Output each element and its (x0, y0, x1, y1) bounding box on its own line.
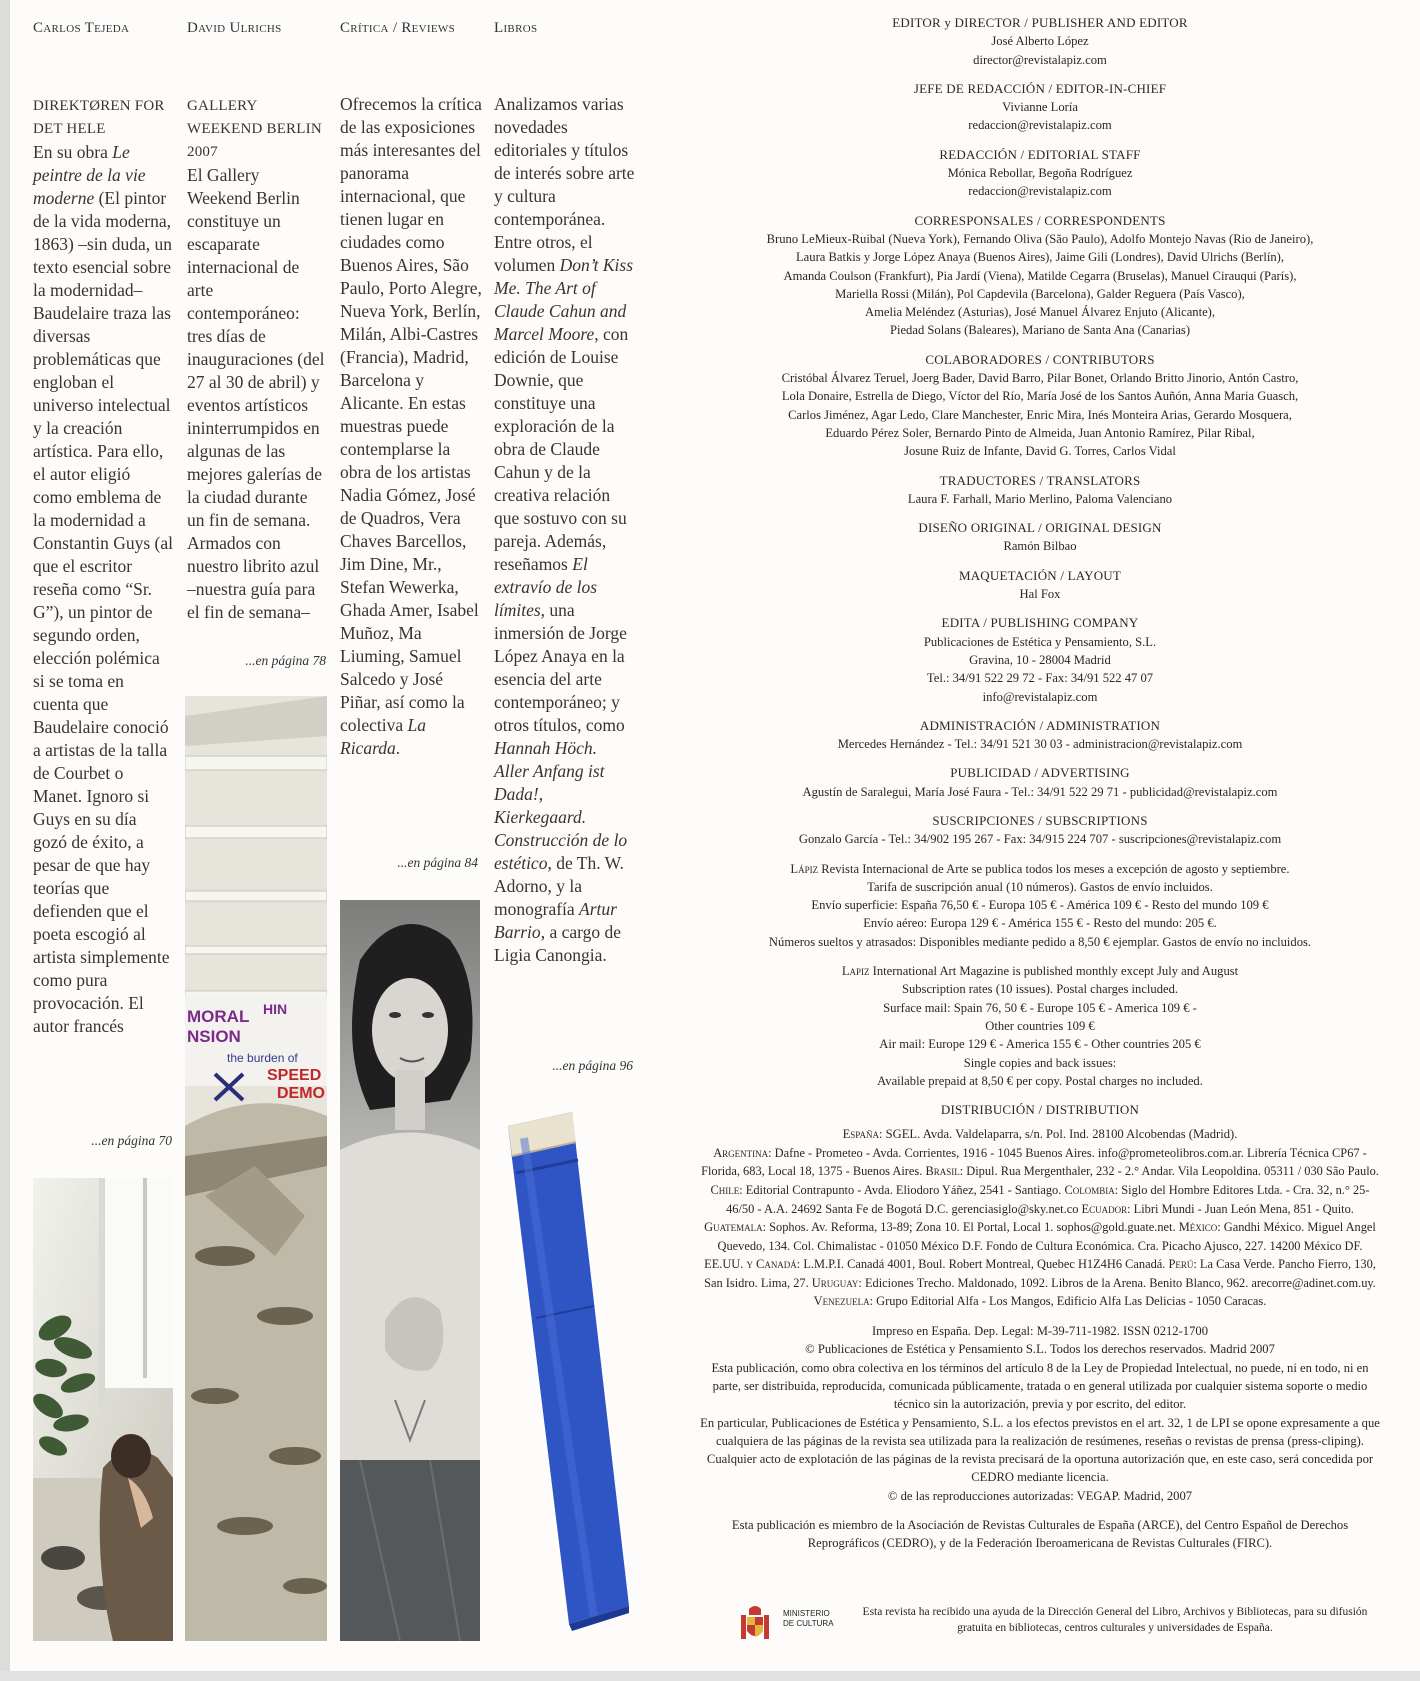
graffiti-word: DEMO (277, 1085, 325, 1102)
distributor-text: Sophos. Av. Reforma, 13-89; Zona 10. El Portal, Local 1. sophos@gold.guate.net. (766, 1220, 1179, 1235)
distributor-text: Dipul. Rua Mergenthaler, 232 - 2.° Andar. Vila Leopoldina. 05311 / 030 São Paulo. (963, 1164, 1379, 1179)
masthead-section (700, 351, 1380, 461)
italic-title: Hannah Höch. Aller Anfang ist Dada! (494, 738, 605, 804)
graffiti-word: the burden of (227, 1051, 298, 1065)
distributor-text: Grupo Editorial Alfa - Los Mangos, Edificio Alfa Las Delicias - 1050 Caracas. (873, 1294, 1267, 1309)
text-run: , una inmersión de Jorge López Anaya en la esencia del arte contemporáneo; y otros títulos, como (494, 600, 627, 735)
masthead-sections (700, 14, 1380, 849)
photo-woman-portrait (340, 900, 480, 1641)
country-label: Perú: (1168, 1257, 1197, 1272)
subscription-spanish (700, 860, 1380, 951)
country-label: México: (1178, 1220, 1221, 1235)
ministry-label (783, 1609, 834, 1629)
masthead-section-title: REDACCIÓN / EDITORIAL STAFF (939, 146, 1141, 162)
masthead-line: Carlos Jiménez, Agar Ledo, Clare Manchester, Enric Mira, Inés Monteira Arias, Gerardo Mosquera, (788, 407, 1292, 422)
masthead-section (700, 717, 1380, 754)
masthead-section (700, 472, 1380, 509)
italic-title: El extravío de los límites (494, 554, 598, 620)
subscription-en-line: Air mail: Europe 129 € - America 155 € - Other countries 205 € (879, 1037, 1201, 1052)
masthead-line: Hal Fox (1019, 587, 1061, 602)
masthead-section-title: DISEÑO ORIGINAL / ORIGINAL DESIGN (918, 520, 1162, 536)
masthead-line: Tel.: 34/91 522 29 72 - Fax: 34/91 522 47 07 (926, 671, 1154, 686)
masthead-line: Laura Batkis y Jorge López Anaya (Buenos Aires), Jaime Gili (Londres), David Ulrichs (Berlín), (795, 250, 1284, 265)
photo-gallery-installation (185, 696, 327, 1641)
text-run: En su obra (33, 142, 113, 162)
masthead-line: Vivianne Loría (1002, 100, 1078, 115)
legal-line: Impreso en España. Dep. Legal: M-39-711-1982. ISSN 0212-1700 (871, 1324, 1208, 1339)
text-run: , con edición de Louise Downie, que constituye una exploración de la obra de Claude Cahun y de la creativa relación que sostuvo con su pareja. Además, reseñamos (494, 324, 629, 574)
italic-title: Kierkegaard. Construcción de lo estético (494, 807, 628, 873)
column-4-text (494, 93, 636, 967)
graffiti-word: NSION (187, 1027, 241, 1046)
column-3-text (340, 93, 482, 760)
masthead-line: Publicaciones de Estética y Pensamiento, S.L. (923, 634, 1157, 649)
distributor-text: Siglo del Hombre Editores Ltda. - Cra. 32, n.° 25-46/50 - A.A. 24692 Santa Fe de Bogotá D.C. gerenciasiglo@sky.net.co (726, 1182, 1370, 1216)
masthead-line: Josune Ruiz de Infante, David G. Torres, Carlos Vidal (904, 444, 1176, 459)
masthead-section-title: TRADUCTORES / TRANSLATORS (939, 472, 1141, 488)
masthead-line: Amanda Coulson (Frankfurt), Pia Jardí (Viena), Matilde Cegarra (Bruselas), Manuel Cirauqui (París), (783, 268, 1297, 283)
masthead-line: Amelia Meléndez (Asturias), José Manuel Álvarez Enjuto (Alicante), (864, 305, 1216, 320)
country-label: Venezuela: (813, 1294, 874, 1309)
column-3-header: Crítica / Reviews (340, 20, 455, 36)
masthead-line: Laura F. Farhall, Mario Merlino, Paloma Valenciano (907, 491, 1173, 506)
legal-line: © de las reproducciones autorizadas: VEGAP. Madrid, 2007 (887, 1488, 1193, 1503)
distribution-title: DISTRIBUCIÓN / DISTRIBUTION (940, 1102, 1140, 1118)
legal-line: © Publicaciones de Estética y Pensamiento S.L. Todos los derechos reservados. Madrid 2007 (805, 1342, 1275, 1357)
masthead-line: Mónica Rebollar, Begoña Rodríguez (947, 166, 1133, 181)
country-label: Chile: (710, 1182, 743, 1197)
masthead-line: redaccion@revistalapiz.com (968, 118, 1112, 133)
membership-note: Esta publicación es miembro de la Asociación de Revistas Culturales de España (ARCE), del Centro Español de Derechos Reprográficos (CEDRO), y de la Federación Iberoamericana de Revistas Culturales (FIRC). (731, 1518, 1349, 1551)
masthead-line: Agustín de Saralegui, María José Faura - Tel.: 34/91 522 29 71 - publicidad@revistalapiz.com (802, 784, 1278, 799)
page-edge-strip (0, 0, 10, 1681)
column-1-body (33, 141, 173, 1038)
ministry-grant-note: Esta revista ha recibido una ayuda de la Dirección General del Libro, Archivos y Bibliotecas, para su difusión gratuita en bibliotecas, centros culturales y universidades de España. (862, 1606, 1368, 1634)
subscription-es-line: Tarifa de suscripción anual (10 números). Gastos de envío incluidos. (867, 879, 1213, 894)
subscription-en-line: Subscription rates (10 issues). Postal charges included. (901, 982, 1179, 997)
masthead-line: Eduardo Pérez Soler, Bernardo Pinto de Almeida, Juan Antonio Ramírez, Pilar Ribal, (825, 425, 1255, 440)
masthead (700, 14, 1380, 1564)
italic-title: La Ricarda (340, 715, 427, 758)
masthead-section (700, 80, 1380, 135)
masthead-section (700, 146, 1380, 201)
masthead-line: Ramón Bilbao (1003, 539, 1077, 554)
column-3-body (340, 93, 482, 760)
subscription-en-line: Surface mail: Spain 76, 50 € - Europe 105 € - America 109 € - (883, 1000, 1197, 1015)
subscription-english (700, 962, 1380, 1090)
photo-man-with-plant (33, 1178, 173, 1641)
brand-lapiz: Lapiz (841, 964, 870, 979)
country-label: Argentina: (713, 1145, 772, 1160)
page-bottom-strip (0, 1671, 1420, 1681)
column-1-page-ref: ...en página 70 (91, 1133, 172, 1148)
column-2-page-ref: ...en página 78 (245, 653, 326, 668)
country-label: Guatemala: (704, 1220, 767, 1235)
column-1-subhead: DIREKTØREN FOR DET HELE (33, 98, 165, 137)
masthead-line: Cristóbal Álvarez Teruel, Joerg Bader, David Barro, Pilar Bonet, Orlando Britto Jinorio, Antón Castro, (781, 371, 1299, 386)
distribution-spain (700, 1125, 1380, 1143)
masthead-section (700, 14, 1380, 69)
masthead-section (700, 519, 1380, 556)
text-run: , de Th. W. Adorno, y la monografía (494, 853, 624, 919)
legal-notice (700, 1322, 1380, 1505)
masthead-line: Gravina, 10 - 28004 Madrid (969, 652, 1111, 667)
masthead-line: info@revistalapiz.com (982, 689, 1098, 704)
country-label: España: (842, 1127, 883, 1142)
text-run: Ofrecemos la crítica de las exposiciones más interesantes del panorama internacional, que tienen lugar en ciudades como Buenos Aires, São Paulo, Porto Alegre, Nueva York, Berlín, Milán, Albi-Castres (Francia), Madrid, Barcelona y Alicante. En estas muestras puede contemplarse la obra de los artistas Nadia Gómez, José de Quadros, Vera Chaves Barcellos, Jim Dine, Mr., Stefan Wewerka, Ghada Amer, Isabel Muñoz, Ma Liuming, Samuel Salcedo y José Piñar, así como la colectiva (340, 94, 482, 735)
graffiti-word: MORAL (187, 1007, 250, 1026)
masthead-section (700, 812, 1380, 849)
legal-paragraph: En particular, Publicaciones de Estética y Pensamiento, S.L. a los efectos previstos en el art. 32, 1 de LPI se opone expresamente a que cualquiera de las páginas de la revista sea utilizada para la realización de resúmenes, reseñas o revistas de prensa (press-cliping). Cualquier acto de explotación de las páginas de la revista precisará de la oportuna autorización que, en este caso, será concedida por CEDRO mediante licencia. (700, 1415, 1380, 1485)
masthead-section-title: CORRESPONSALES / CORRESPONDENTS (914, 212, 1166, 228)
graffiti-word: HIN (263, 1001, 288, 1017)
text-run: , a cargo de Ligia Canongia. (494, 922, 622, 965)
masthead-line: José Alberto López (991, 34, 1089, 49)
distributor-text: L.M.P.I. Canadá 4001, Boul. Robert Montreal, Quebec H1Z4H6 Canadá. (800, 1257, 1169, 1272)
masthead-section-title: MAQUETACIÓN / LAYOUT (958, 567, 1122, 583)
masthead-line: Bruno LeMieux-Ruibal (Nueva York), Fernando Oliva (São Paulo), Adolfo Montejo Navas (Rio de Janeiro), (766, 231, 1314, 246)
ministry-block (737, 1603, 1377, 1647)
column-2-subhead: GALLERY WEEKEND BERLIN 2007 (187, 98, 322, 160)
distributor-text: SGEL. Avda. Valdelaparra, s/n. Pol. Ind. 28100 Alcobendas (Madrid). (882, 1127, 1238, 1142)
spanish-coat-of-arms-icon (737, 1603, 773, 1643)
masthead-line: Piedad Solans (Baleares), Mariano de Santa Ana (Canarias) (889, 323, 1191, 338)
subscription-en-line: Available prepaid at 8,50 € per copy. Postal charges no included. (877, 1073, 1203, 1088)
subscription-es-line: Números sueltos y atrasados: Disponibles mediante pedido a 8,50 € ejemplar. Gastos de envío no incluidos. (768, 934, 1312, 949)
distributor-text: Gandhi México. Miguel Angel Quevedo, 134. Col. Chimalistac - 01050 México D.F. Fondo de Cultura Económica. Cra. Picacho Ajusco, 227. 14200 México DF. (717, 1220, 1376, 1253)
masthead-line: Gonzalo García - Tel.: 34/902 195 267 - Fax: 34/915 224 707 - suscripciones@revistalapiz.com (798, 832, 1282, 847)
column-4-page-ref: ...en página 96 (552, 1058, 633, 1073)
masthead-line: director@revistalapiz.com (973, 52, 1107, 67)
italic-title: Don’t Kiss Me. The Art of Claude Cahun and Marcel Moore (494, 255, 634, 344)
masthead-section-title: ADMINISTRACIÓN / ADMINISTRATION (919, 717, 1161, 733)
text-run: , (538, 784, 544, 804)
column-4-header: Libros (494, 20, 538, 36)
country-label: Uruguay: (811, 1275, 862, 1290)
masthead-section (700, 614, 1380, 705)
masthead-section-title: SUSCRIPCIONES / SUBSCRIPTIONS (932, 812, 1148, 828)
column-2-header: David Ulrichs (187, 20, 282, 36)
column-4-body (494, 93, 636, 967)
country-label: Ecuador: (1081, 1201, 1131, 1216)
distributor-text: Editorial Contrapunto - Avda. Eliodoro Yáñez, 2541 - Santiago. (742, 1182, 1065, 1197)
column-2-text (187, 95, 327, 624)
country-label: Brasil: (925, 1164, 964, 1179)
country-label: Colombia: (1064, 1182, 1119, 1197)
masthead-line: Lola Donaire, Estrella de Diego, Víctor del Río, María José de los Santos Auñón, Anna Maria Guasch, (781, 389, 1299, 404)
masthead-section (700, 764, 1380, 801)
subscription-en-line: Other countries 109 € (985, 1018, 1095, 1033)
masthead-line: Mercedes Hernández - Tel.: 34/91 521 30 03 - administracion@revistalapiz.com (837, 737, 1243, 752)
subscription-es-line: Envío aéreo: Europa 129 € - América 155 € - Resto del mundo: 205 €. (863, 916, 1217, 931)
legal-paragraph: Esta publicación, como obra colectiva en los términos del artículo 8 de la Ley de Propiedad Intelectual, no puede, ni en todo, ni en parte, ser distribuida, reproducida, comunicada públicamente, tratada o en general utilizada por cualquier sistema soporte o medio técnico sin la autorización, previa y por escrito, del editor. (711, 1360, 1369, 1412)
distributor-text: Dafne - Prometeo - Avda. Corrientes, 1916 - 1045 Buenos Aires. info@prometeolibros.com.ar. Librería Técnica CP67 - Florida, 683, Local 18, 1375 - Buenos Aires. (701, 1145, 1367, 1179)
ministry-label-line: MINISTERIO (783, 1609, 830, 1618)
masthead-section (700, 567, 1380, 604)
distribution (700, 1101, 1380, 1311)
text-run: Analizamos varias novedades editoriales y títulos de interés sobre arte y cultura contemporánea. Entre otros, el volumen (494, 94, 635, 275)
column-2-body (187, 164, 327, 624)
text-run: (El pintor de la vida moderna, 1863) –sin duda, un texto esencial sobre la modernidad– Baudelaire traza las diversas problemáticas que engloban el universo intelectual y la creación artística. Para ello, el autor eligió como emblema de la modernidad a Constantin Guys (al que el escritor reseña como “Sr. G”), un pintor de segundo orden, elección polémica si se toma en cuenta que Baudelaire conoció a artistas de la talla de Courbet o Manet. Ignoro si Guys en su día gozó de éxito, a pesar de que hay teorías que defienden que el poeta escogió al artista simplemente como pura provocación. El autor francés (33, 188, 173, 1036)
text-run: . (395, 738, 401, 758)
brand-lapiz: Lápiz (790, 861, 819, 876)
ministry-label-line: DE CULTURA (783, 1619, 834, 1628)
subscription-en-line: International Art Magazine is published monthly except July and August (869, 964, 1239, 979)
column-3-page-ref: ...en página 84 (397, 855, 478, 870)
masthead-section-title: COLABORADORES / CONTRIBUTORS (925, 351, 1155, 367)
italic-title: Artur Barrio (494, 899, 617, 942)
distributor-text: La Casa Verde. Pancho Fierro, 130, San Isidro. Lima, 27. (704, 1257, 1376, 1290)
masthead-section-title: PUBLICIDAD / ADVERTISING (950, 765, 1130, 781)
subscription-es-line: Revista Internacional de Arte se publica todos los meses a excepción de agosto y septiembre. (818, 861, 1290, 876)
masthead-line: redaccion@revistalapiz.com (968, 184, 1112, 199)
subscription-en-line: Single copies and back issues: (963, 1055, 1117, 1070)
masthead-section-title: JEFE DE REDACCIÓN / EDITOR-IN-CHIEF (913, 80, 1167, 96)
column-1-header: Carlos Tejeda (33, 20, 130, 36)
photo-blue-book (494, 1098, 636, 1641)
distributor-text: Libri Mundi - Juan León Mena, 851 - Quito. (1130, 1201, 1354, 1216)
masthead-section-title: EDITOR y DIRECTOR / PUBLISHER AND EDITOR (892, 15, 1188, 30)
column-1-text (33, 95, 173, 1038)
masthead-line: Mariella Rossi (Milán), Pol Capdevila (Barcelona), Galder Reguera (País Vasco), (835, 286, 1245, 301)
country-label: EE.UU. y Canadá: (704, 1257, 801, 1272)
graffiti-word: SPEED (267, 1067, 322, 1084)
italic-title: Le peintre de la vie moderne (33, 142, 146, 208)
masthead-section-title: EDITA / PUBLISHING COMPANY (941, 615, 1139, 631)
masthead-section (700, 212, 1380, 340)
subscription-es-line: Envío superficie: España 76,50 € - Europa 105 € - América 109 € - Resto del mundo 109 € (811, 898, 1269, 913)
distributor-text: Ediciones Trecho. Maldonado, 1092. Libros de la Arena. Benito Blanco, 962. arecorre@adinet.com.uy. (861, 1275, 1376, 1290)
distribution-international (700, 1144, 1380, 1311)
text-run: El Gallery Weekend Berlin constituye un escaparate internacional de arte contemporáneo: tres días de inauguraciones (del 27 al 30 de abril) y eventos artísticos ininterrumpidos en algunas de las mejores galerías de la ciudad durante un fin de semana. Armados con nuestro librito azul –nuestra guía para el fin de semana– (187, 165, 325, 622)
